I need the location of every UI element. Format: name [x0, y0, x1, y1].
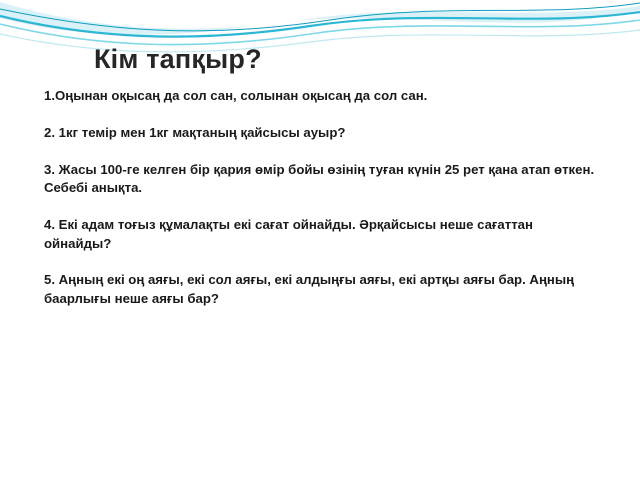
- slide-content: [0, 44, 640, 309]
- question-list: [44, 87, 600, 309]
- list-item: 4. Екі адам тоғыз құмалақты екі сағат ойнайды. Әрқайсысы неше сағаттан ойнайды?: [44, 216, 533, 251]
- list-item: 2. 1кг темір мен 1кг мақтаның қайсысы ауыр?: [44, 124, 346, 140]
- page-title: Кім тапқыр?: [94, 44, 262, 74]
- list-item: 3. Жасы 100-ге келген бір қария өмір бойы өзінің туған күнін 25 рет қана атап өткен. Себебі анықта.: [44, 161, 595, 196]
- list-item: 1.Оңынан оқысаң да сол сан, солынан оқысаң да сол сан.: [44, 88, 428, 104]
- list-item: 5. Аңның екі оң аяғы, екі сол аяғы, екі алдыңғы аяғы, екі артқы аяғы бар. Аңның баарлығы неше аяғы бар?: [44, 272, 575, 307]
